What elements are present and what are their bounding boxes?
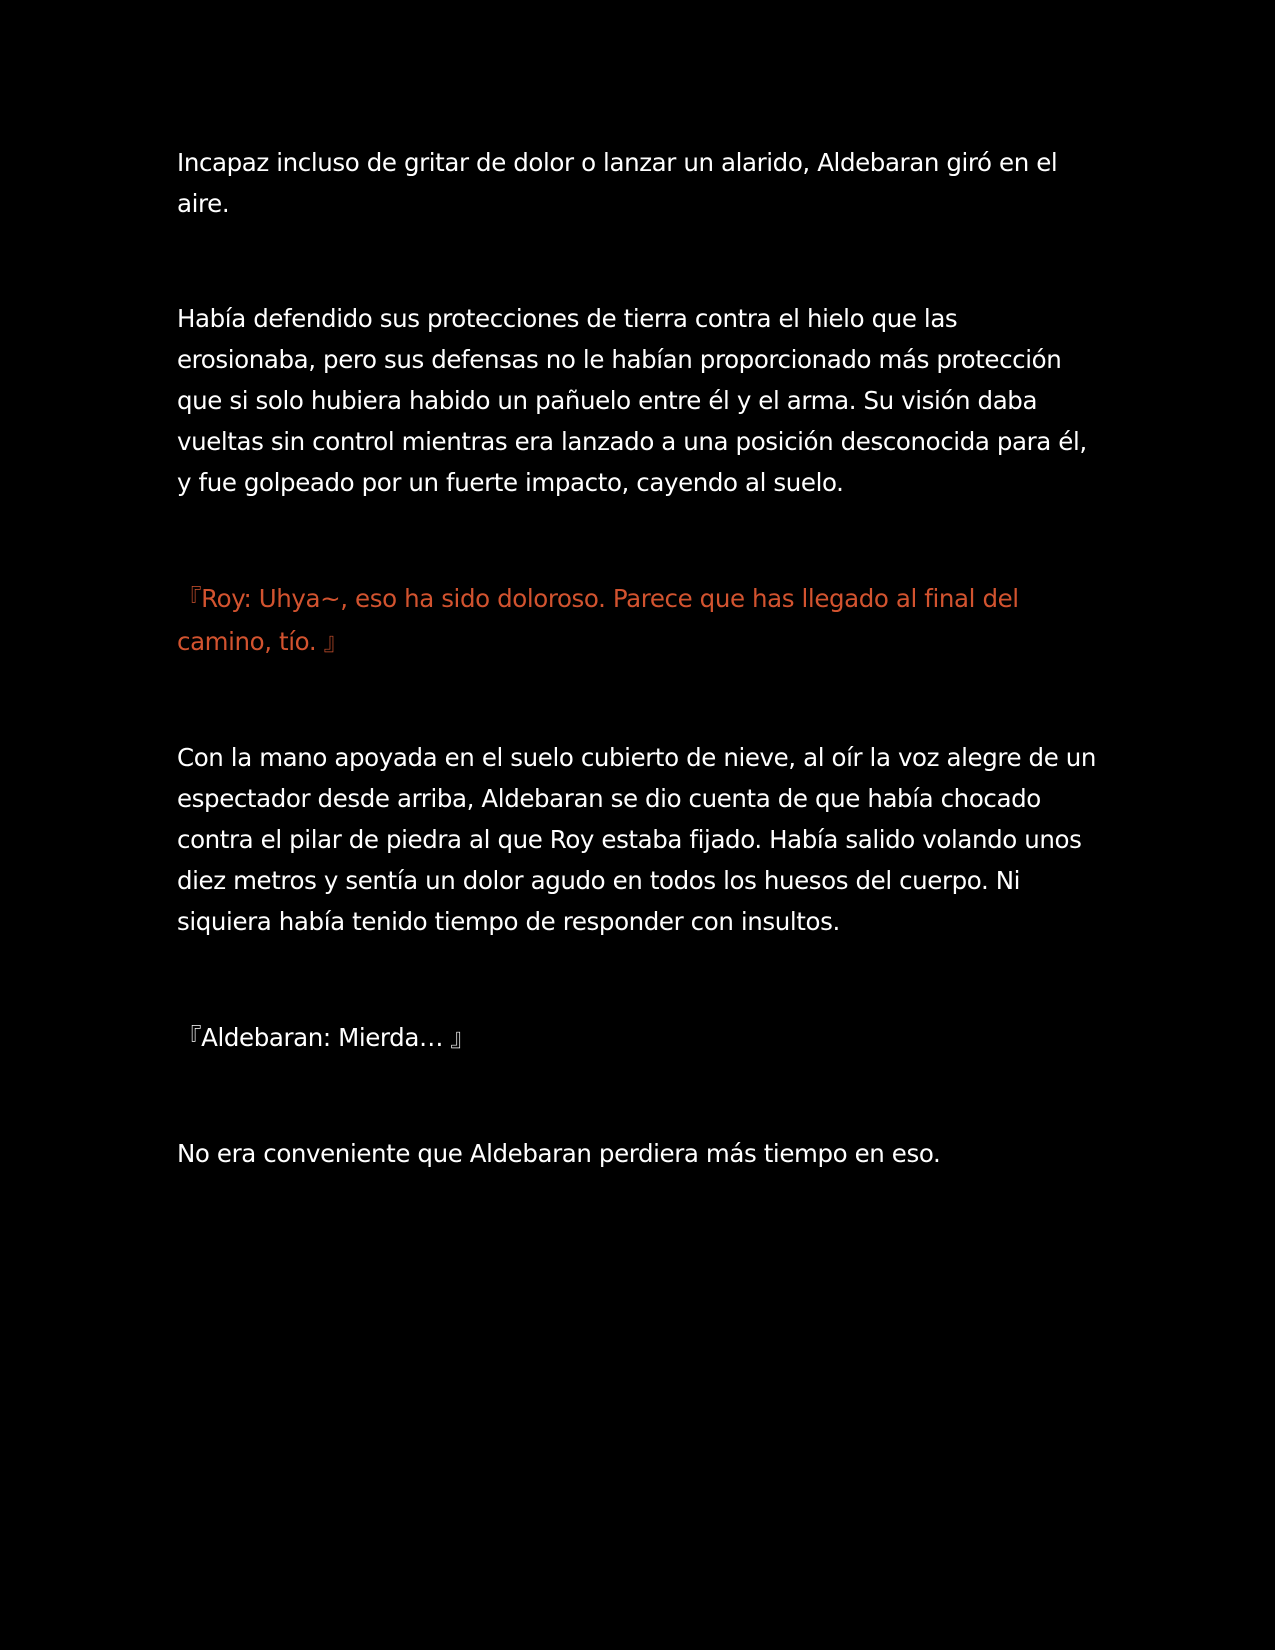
document-body [177,142,1102,1248]
paragraph-narration: No era conveniente que Aldebaran perdiera más tiempo en eso. [177,1139,941,1168]
dialogue-roy: 『Roy: Uhya~, eso ha sido doloroso. Parece que has llegado al final del camino, tío. 』 [177,584,1019,656]
paragraph-narration: Con la mano apoyada en el suelo cubierto de nieve, al oír la voz alegre de un espectador desde arriba, Aldebaran se dio cuenta de que había chocado contra el pilar de piedra al que Roy estaba fijado. Había salido volando unos diez metros y sentía un dolor agudo en todos los huesos del cuerpo. Ni siquiera había tenido tiempo de responder con insultos. [177,743,1097,936]
dialogue-aldebaran: 『Aldebaran: Mierda… 』 [177,1023,475,1052]
paragraph-narration: Incapaz incluso de gritar de dolor o lanzar un alarido, Aldebaran giró en el aire. [177,148,1058,218]
paragraph-narration: Había defendido sus protecciones de tierra contra el hielo que las erosionaba, pero sus defensas no le habían proporcionado más protección que si solo hubiera habido un pañuelo entre él y el arma. Su visión daba vueltas sin control mientras era lanzado a una posición desconocida para él, y fue golpeado por un fuerte impacto, cayendo al suelo. [177,304,1087,497]
